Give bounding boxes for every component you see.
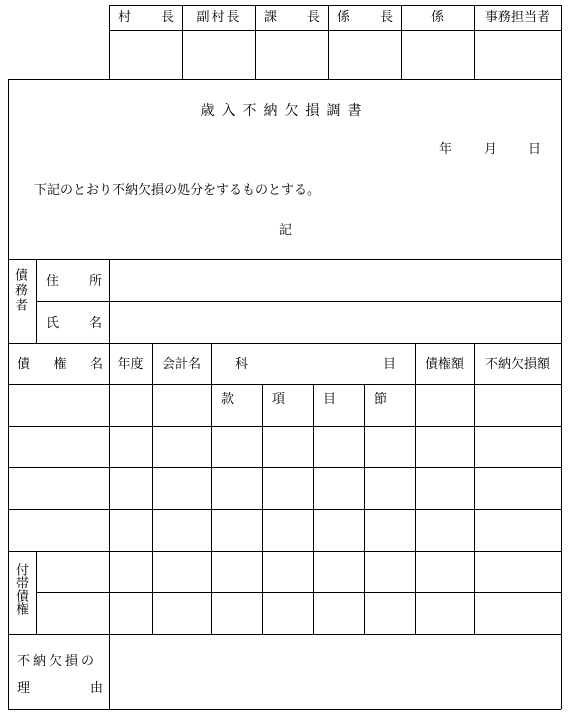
col-subject-left: 科 (235, 357, 249, 372)
document-title: 歳入不納欠損調書 (200, 103, 369, 119)
date-year-label: 年 (439, 142, 453, 157)
debtor-label: 債務者 (12, 268, 27, 313)
col-account-name: 会計名 (161, 357, 201, 372)
header-section-chief: 課 長 (264, 10, 320, 25)
date-month-label: 月 (484, 142, 498, 157)
header-staff: 係 (430, 10, 444, 25)
statement-text: 下記のとおり不納欠損の処分をするものとする。 (34, 183, 321, 198)
col-claim-name: 債 権 名 (17, 357, 103, 372)
col-fiscal-year: 年度 (117, 357, 144, 372)
reason-label-line1: 不納欠損の (17, 654, 98, 669)
date-day-label: 日 (528, 142, 542, 157)
sub-moku: 目 (323, 392, 337, 407)
attached-claims-label: 付帯債権 (13, 563, 28, 615)
sub-kan: 款 (221, 392, 235, 407)
name-label: 氏 名 (46, 316, 102, 331)
reason-label-line2: 理 由 (17, 681, 103, 696)
col-claim-amount: 債権額 (424, 357, 464, 372)
header-deputy-village-head: 副村長 (196, 10, 242, 25)
header-subsection-chief: 係 長 (337, 10, 393, 25)
header-village-head: 村 長 (118, 10, 174, 25)
sub-kou: 項 (272, 392, 286, 407)
col-writeoff-amount: 不納欠損額 (484, 357, 550, 372)
sub-setsu: 節 (374, 392, 388, 407)
col-subject-right: 目 (383, 357, 397, 372)
ki-label: 記 (279, 223, 293, 238)
header-clerk-in-charge: 事務担当者 (484, 10, 550, 25)
address-label: 住 所 (46, 274, 102, 289)
